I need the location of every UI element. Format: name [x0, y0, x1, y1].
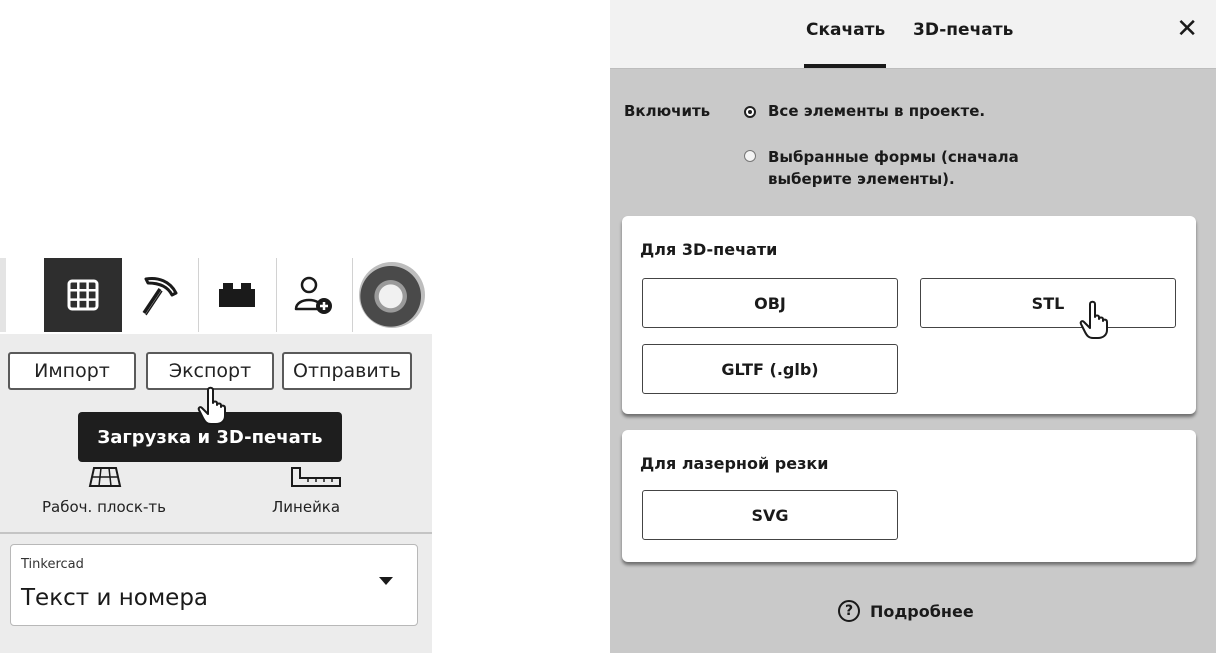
gltf-button[interactable]: GLTF (.glb) — [642, 344, 898, 394]
export-tooltip: Загрузка и 3D-печать — [78, 412, 342, 462]
grid-view-button[interactable] — [44, 258, 122, 332]
tab-download[interactable]: Скачать — [806, 20, 886, 40]
print-section-title: Для 3D-печати — [640, 240, 778, 259]
radio-all-elements[interactable] — [744, 106, 756, 118]
option-selected-shapes-label[interactable]: Выбранные формы (сначала выберите элементы). — [768, 148, 1019, 188]
library-source-label: Tinkercad — [21, 557, 84, 572]
shapes-panel — [0, 534, 432, 653]
user-avatar-button[interactable] — [352, 258, 432, 332]
dialog-header — [610, 0, 1216, 69]
laser-section-title: Для лазерной резки — [640, 454, 829, 473]
ruler-tool-label[interactable]: Линейка — [272, 498, 341, 516]
radio-selected-shapes[interactable] — [744, 150, 756, 162]
chevron-down-icon — [379, 577, 393, 585]
workplane-tool-label[interactable]: Рабоч. плоск-ть — [42, 498, 166, 516]
learn-more-label: Подробнее — [870, 601, 974, 621]
add-user-icon — [292, 273, 336, 317]
ruler-icon — [290, 466, 342, 490]
avatar — [359, 262, 425, 328]
include-label: Включить — [624, 102, 711, 120]
blocks-view-button[interactable] — [122, 258, 199, 332]
hand-cursor-icon — [1078, 300, 1112, 340]
send-button[interactable]: Отправить — [282, 352, 412, 390]
shape-library-dropdown[interactable] — [10, 544, 418, 626]
export-button[interactable]: Экспорт — [146, 352, 274, 390]
svg-button[interactable]: SVG — [642, 490, 898, 540]
pickaxe-icon — [138, 273, 182, 317]
tab-3d-print[interactable]: 3D-печать — [913, 20, 1014, 40]
active-tab-indicator — [804, 64, 886, 68]
option-all-elements-label[interactable]: Все элементы в проекте. — [768, 102, 986, 120]
workplane-icon — [88, 466, 122, 490]
obj-button[interactable]: OBJ — [642, 278, 898, 328]
import-button[interactable]: Импорт — [8, 352, 136, 390]
grid-icon — [66, 278, 100, 312]
stl-button[interactable]: STL — [920, 278, 1176, 328]
bricks-view-button[interactable] — [198, 258, 277, 332]
export-dialog — [610, 0, 1216, 653]
brick-icon — [217, 280, 257, 310]
top-toolbar — [0, 258, 432, 336]
laser-formats-card — [622, 430, 1196, 562]
invite-user-button[interactable] — [276, 258, 353, 332]
help-icon: ? — [838, 600, 860, 622]
hand-cursor-icon — [196, 386, 230, 426]
toolbar-edge — [0, 258, 6, 332]
library-category-value: Текст и номера — [21, 585, 209, 611]
close-icon[interactable]: ✕ — [1176, 14, 1198, 44]
learn-more-link[interactable] — [838, 600, 974, 622]
